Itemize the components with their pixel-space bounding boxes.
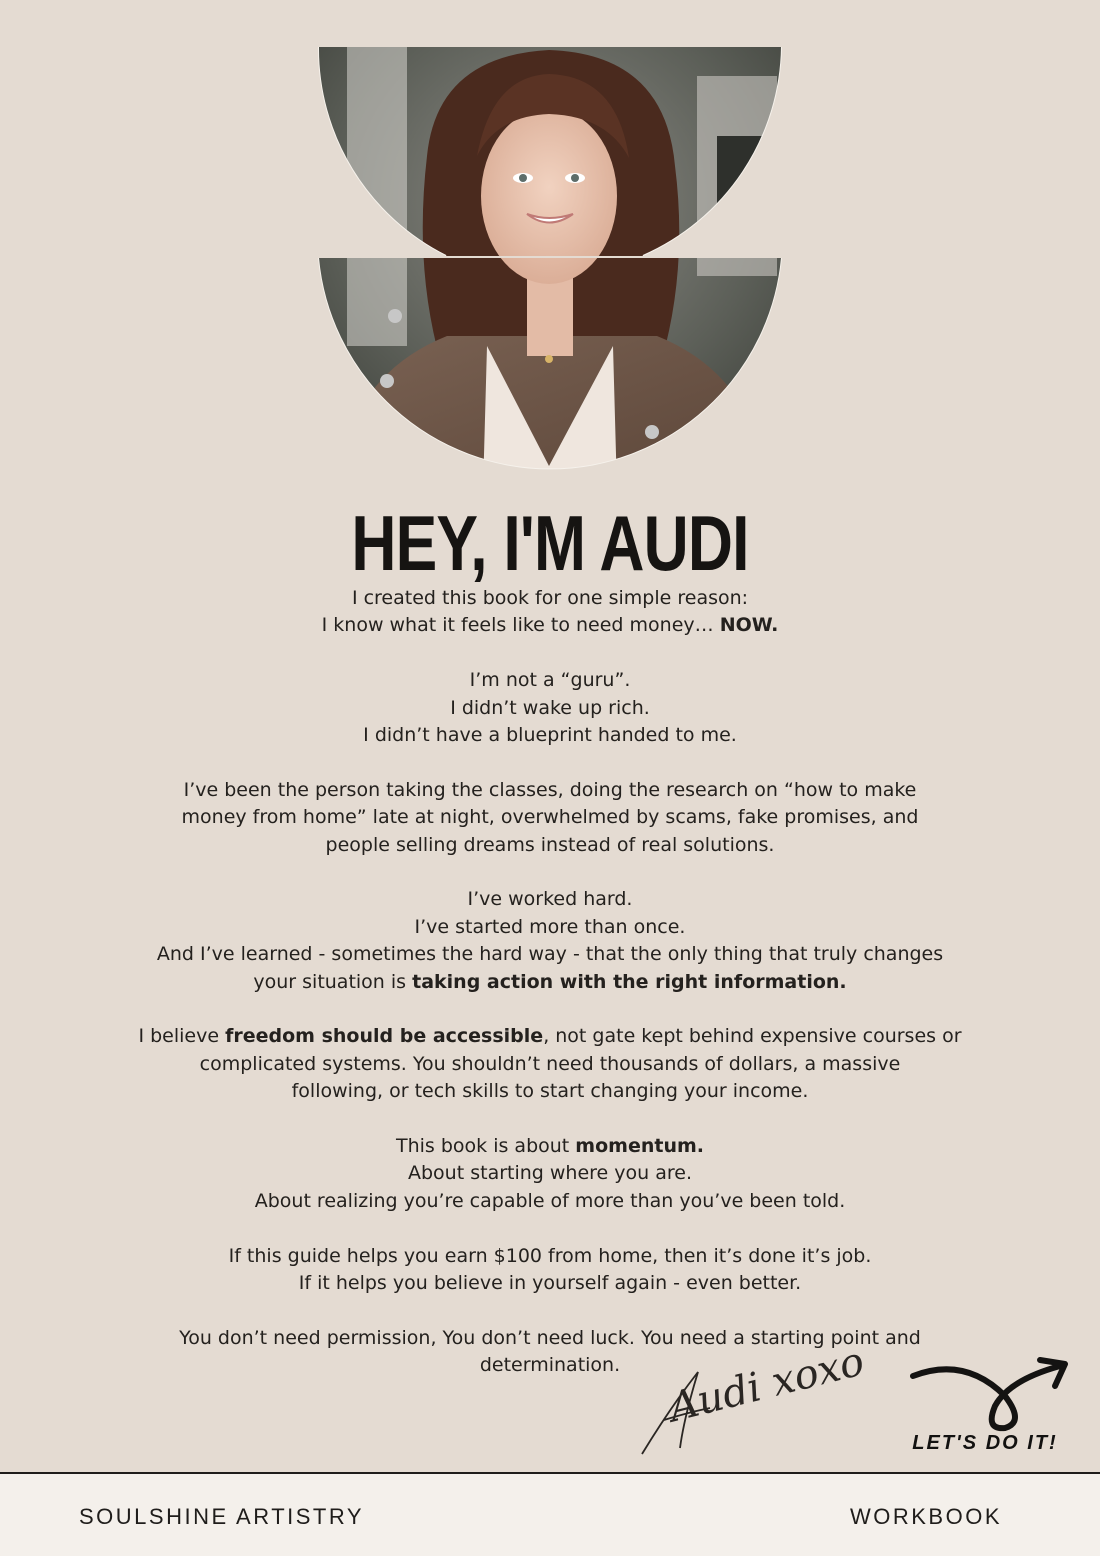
intro-letter <box>130 585 970 1407</box>
text-line: I didn’t have a blueprint handed to me. <box>363 724 737 747</box>
text-line: If this guide helps you earn $100 from home, then it’s done it’s job. <box>228 1244 872 1267</box>
text-line: About realizing you’re capable of more than you’ve been told. <box>254 1189 846 1212</box>
text-line <box>130 1133 970 1160</box>
text-fragment: I know what it feels like to need money… <box>321 614 720 637</box>
text-line: I created this book for one simple reason: <box>351 587 749 609</box>
author-portrait <box>317 46 783 491</box>
text-line: If it helps you believe in yourself again - even better. <box>298 1272 802 1295</box>
text-fragment: I believe <box>138 1025 226 1048</box>
text-line: I didn’t wake up rich. <box>450 696 650 719</box>
signature-text: Audi xoxo <box>664 1338 869 1432</box>
paragraph-worked-hard <box>130 886 970 996</box>
page-title: HEY, I'M AUDI <box>351 499 749 587</box>
footer-brand: SOULSHINE ARTISTRY <box>79 1504 365 1529</box>
text-line: I’m not a “guru”. <box>469 669 631 692</box>
footer <box>0 1472 1100 1556</box>
text-line: I’ve started more than once. <box>414 915 686 938</box>
paragraph-guide-goal <box>130 1243 970 1298</box>
text-line: complicated systems. You shouldn’t need thousands of dollars, a massive <box>199 1052 901 1075</box>
paragraph-research <box>130 777 970 859</box>
footer-doc-type: WORKBOOK <box>849 1504 1002 1529</box>
text-line: And I’ve learned - sometimes the hard way - that the only thing that truly changes <box>156 943 944 966</box>
text-fragment: your situation is <box>253 970 413 993</box>
paragraph-not-guru <box>130 667 970 749</box>
paragraph-momentum <box>130 1133 970 1215</box>
text-line: determination. <box>479 1354 621 1377</box>
text-line: You don’t need permission, You don’t need luck. You need a starting point and <box>179 1326 921 1349</box>
emphasis-freedom: freedom should be accessible <box>225 1025 544 1048</box>
signature <box>640 1338 869 1458</box>
emphasis-now: NOW. <box>719 614 779 637</box>
text-line: following, or tech skills to start changing your income. <box>291 1080 809 1103</box>
text-line <box>130 612 970 639</box>
text-fragment: , not gate kept behind expensive courses or <box>543 1025 962 1048</box>
text-line: I’ve been the person taking the classes, doing the research on “how to make <box>183 778 917 801</box>
text-line: I’ve worked hard. <box>467 888 633 911</box>
text-line: money from home” late at night, overwhelmed by scams, fake promises, and <box>181 806 919 829</box>
paragraph-freedom <box>130 1023 970 1105</box>
emphasis-momentum: momentum. <box>575 1135 704 1158</box>
text-line: people selling dreams instead of real solutions. <box>325 833 775 856</box>
text-fragment: This book is about <box>396 1135 576 1158</box>
lets-do-it-label: LET'S DO IT! <box>912 1432 1058 1454</box>
emphasis-action: taking action with the right information. <box>412 970 847 993</box>
paragraph-reason <box>130 585 970 640</box>
text-line <box>130 969 970 996</box>
curly-arrow-icon <box>905 1356 1075 1434</box>
text-line <box>130 1023 970 1050</box>
text-line: About starting where you are. <box>408 1162 692 1185</box>
